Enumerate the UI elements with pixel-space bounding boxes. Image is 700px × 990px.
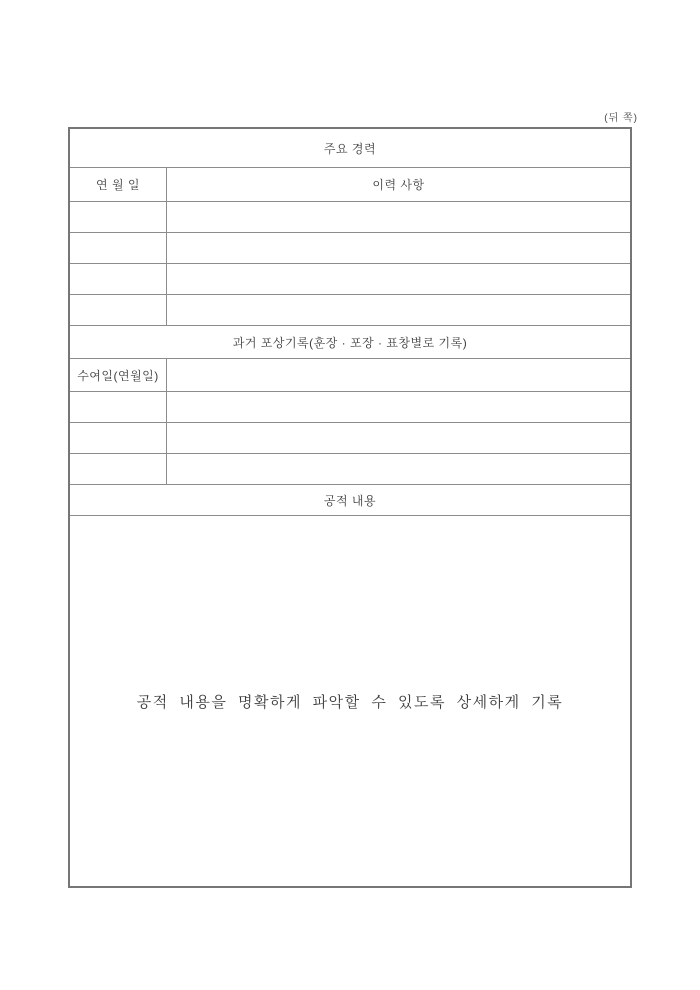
career-history-cell — [167, 202, 630, 232]
career-empty-row — [70, 232, 630, 263]
career-history-cell — [167, 295, 630, 325]
award-date-cell — [70, 454, 167, 484]
award-date-column-header: 수여일(연월일) — [70, 359, 167, 391]
award-date-cell — [70, 392, 167, 422]
award-date-cell — [70, 423, 167, 453]
award-detail-cell — [167, 359, 630, 391]
form-table — [68, 127, 632, 888]
career-history-cell — [167, 264, 630, 294]
career-history-cell — [167, 233, 630, 263]
career-date-cell — [70, 233, 167, 263]
award-detail-cell — [167, 392, 630, 422]
career-history-column-header: 이력 사항 — [372, 178, 425, 192]
award-empty-row — [70, 453, 630, 484]
award-header-row — [70, 358, 630, 391]
award-detail-cell — [167, 423, 630, 453]
merit-section-title: 공적 내용 — [70, 484, 630, 515]
merit-instruction-note: 공적 내용을 명확하게 파악할 수 있도록 상세하게 기록 — [136, 693, 564, 711]
career-empty-row — [70, 294, 630, 325]
award-empty-row — [70, 391, 630, 422]
career-date-cell — [70, 202, 167, 232]
career-empty-row — [70, 201, 630, 232]
career-header-row — [70, 167, 630, 201]
award-detail-cell — [167, 454, 630, 484]
award-empty-row — [70, 422, 630, 453]
page-side-label: (뒤 쪽) — [604, 113, 638, 124]
award-section-title: 과거 포상기록(훈장 · 포장 · 표창별로 기록) — [70, 325, 630, 358]
career-date-cell — [70, 264, 167, 294]
career-date-cell — [70, 295, 167, 325]
career-empty-row — [70, 263, 630, 294]
career-date-column-header: 연 월 일 — [70, 168, 167, 201]
career-section-title: 주요 경력 — [323, 141, 377, 156]
merit-content-area — [70, 515, 630, 886]
